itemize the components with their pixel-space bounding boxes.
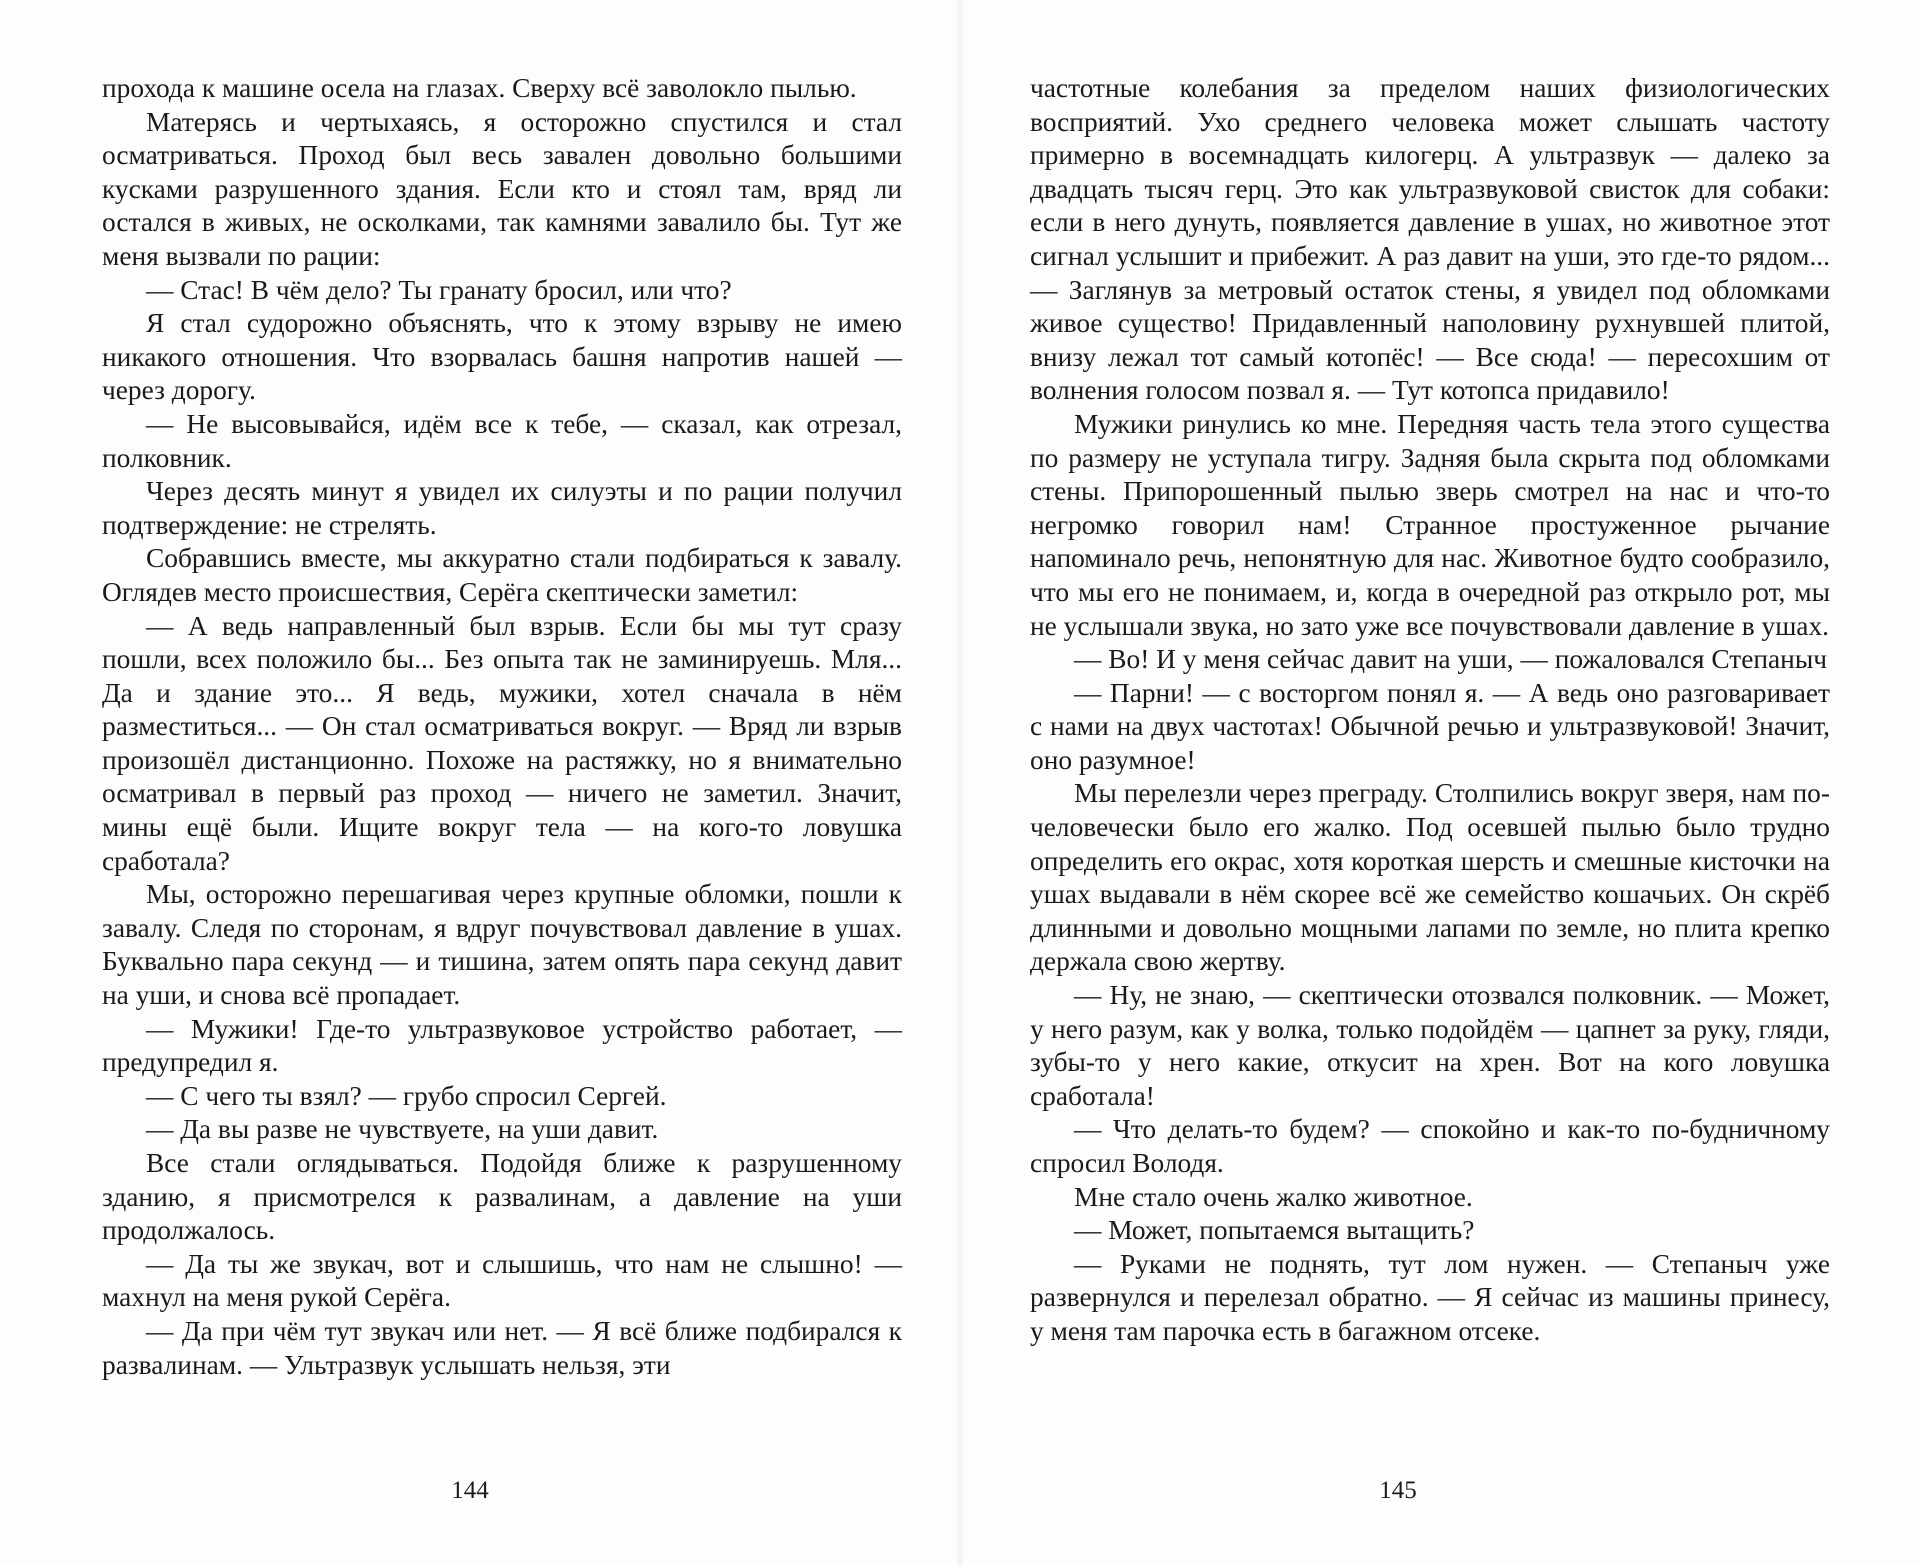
paragraph: — Что делать-то будем? — спокойно и как-то по-будничному спросил Володя. — [1030, 1114, 1830, 1178]
paragraph: прохода к машине осела на глазах. Сверху всё заволокло пылью. — [102, 73, 857, 103]
paragraph: Все стали оглядываться. Подойдя ближе к разрушенному зданию, я присмотрелся к развалинам, а давление на уши продолжалось. — [102, 1148, 902, 1246]
paragraph: — Да вы разве не чувствуете, на уши давит. — [146, 1114, 659, 1145]
right-page-text — [1030, 72, 1830, 1349]
page-number-left: 144 — [451, 1477, 489, 1504]
left-page — [102, 72, 902, 1382]
paragraph: — Да ты же звукач, вот и слышишь, что нам не слышно! — махнул на меня рукой Серёга. — [102, 1248, 902, 1313]
paragraph: — Да при чём тут звукач или нет. — Я всё ближе подбирался к развалинам. — Ультразвук услышать нельзя, эти — [102, 1315, 902, 1380]
paragraph: Матерясь и чертыхаясь, я осторожно спустился и стал осматриваться. Проход был весь завален довольно большими кусками разрушенного здания. Если кто и стоял там, вряд ли остался в живых, не осколками, так камнями завалило бы. Тут же меня вызвали по рации: — [102, 106, 902, 271]
paragraph: — Руками не поднять, тут лом нужен. — Степаныч уже развернулся и перелезал обратно. — Я сейчас из машины принесу, у меня там парочка есть в багажном отсеке. — [1030, 1248, 1830, 1346]
left-page-text — [102, 72, 902, 1382]
paragraph: — Стас! В чём дело? Ты гранату бросил, или что? — [146, 274, 732, 305]
page-gutter — [956, 0, 964, 1565]
paragraph: — Не высовывайся, идём все к тебе, — сказал, как отрезал, полковник. — [102, 408, 902, 473]
page-number-right: 145 — [1379, 1477, 1417, 1504]
paragraph: — А ведь направленный был взрыв. Если бы мы тут сразу пошли, всех положило бы... Без опыта так не заминируешь. Мля... Да и здание это... Я ведь, мужики, хотел сначала в нём разместиться... — Он стал осматриваться вокруг. — Вряд ли взрыв произошёл дистанционно. Похоже на растяжку, но я внимательно осматривал в первый раз проход — ничего не заметил. Значит, мины ещё были. Ищите вокруг тела — на кого-то ловушка сработала? — [102, 610, 902, 876]
paragraph: частотные колебания за пределом наших физиологических восприятий. Ухо среднего человека может слышать частоту примерно в восемнадцать килогерц. А ультразвук — далеко за двадцать тысяч герц. Это как ультразвуковой свисток для собаки: если в него дунуть, появляется давление в ушах, но животное этот сигнал услышит и прибежит. А раз давит на уши, это где-то рядом... — Заглянув за метровый остаток стены, я увидел под обломками живое существо! Придавленный наполовину рухнувшей плитой, внизу лежал тот самый котопёс! — Все сюда! — пересохшим от волнения голосом позвал я. — Тут котопса придавило! — [1030, 73, 1830, 406]
paragraph: Мы, осторожно перешагивая через крупные обломки, пошли к завалу. Следя по сторонам, я вдруг почувствовал давление в ушах. Буквально пара секунд — и тишина, затем опять пара секунд давит на уши, и снова всё пропадает. — [102, 879, 902, 1011]
right-page — [1030, 72, 1830, 1349]
paragraph: — Во! И у меня сейчас давит на уши, — пожаловался Степаныч — [1074, 644, 1828, 675]
paragraph: Мне стало очень жалко животное. — [1074, 1181, 1473, 1212]
paragraph: — Может, попытаемся вытащить? — [1074, 1215, 1475, 1246]
paragraph: Я стал судорожно объяснять, что к этому взрыву не имею никакого отношения. Что взорвалась башня напротив нашей — через дорогу. — [102, 308, 902, 406]
paragraph: — Ну, не знаю, — скептически отозвался полковник. — Может, у него разум, как у волка, только подойдём — цапнет за руку, гляди, зубы-то у него какие, откусит на хрен. Вот на кого ловушка сработала! — [1030, 980, 1830, 1111]
paragraph: Мы перелезли через преграду. Столпились вокруг зверя, нам по-человечески было его жалко. Под осевшей пылью было трудно определить его окрас, хотя короткая шерсть и смешные кисточки на ушах выдавали в нём скорее всё же семейство кошачьих. Он скрёб длинными и довольно мощными лапами по земле, но плита крепко держала свою жертву. — [1030, 778, 1830, 977]
paragraph: — Мужики! Где-то ультразвуковое устройство работает, — предупредил я. — [102, 1013, 902, 1078]
paragraph: — С чего ты взял? — грубо спросил Сергей. — [146, 1080, 667, 1111]
paragraph: — Парни! — с восторгом понял я. — А ведь оно разговаривает с нами на двух частотах! Обычной речью и ультразвуковой! Значит, оно разумное! — [1030, 677, 1830, 775]
paragraph: Через десять минут я увидел их силуэты и по рации получил подтверждение: не стрелять. — [102, 476, 902, 540]
paragraph: Собравшись вместе, мы аккуратно стали подбираться к завалу. Оглядев место происшествия, Серёга скептически заметил: — [102, 543, 902, 607]
paragraph: Мужики ринулись ко мне. Передняя часть тела этого существа по размеру не уступала тигру. Задняя была скрыта под обломками стены. Припорошенный пылью зверь смотрел на нас и что-то негромко говорил нам! Странное простуженное рычание напоминало речь, непонятную для нас. Животное будто сообразило, что мы его не понимаем, и, когда в очередной раз открыло рот, мы не услышали звука, но зато уже все почувствовали давление в ушах. — [1030, 408, 1830, 641]
